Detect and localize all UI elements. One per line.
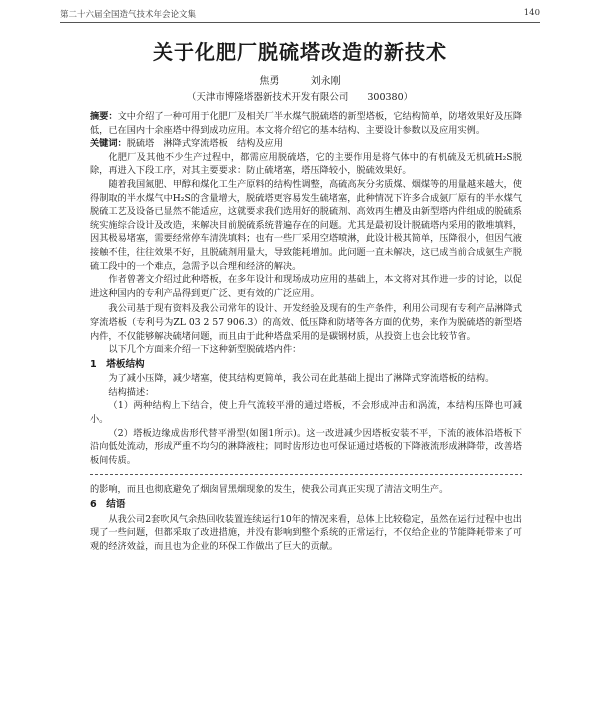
paper-title: 关于化肥厂脱硫塔改造的新技术 <box>153 40 447 64</box>
keywords <box>90 137 522 151</box>
author-line <box>0 72 600 87</box>
section-heading: 6 结语 <box>90 499 126 511</box>
page-cut-divider <box>90 469 522 479</box>
paragraph: 为了减小压降，减少堵塞，使其结构更简单，我公司在此基础上提出了淋降式穿流塔板的结构。 <box>108 373 495 385</box>
list-item: （1）两种结构上下结合，使上升气流较平滑的通过塔板，不会形成冲击和涡流，本结构压降也可减小。 <box>90 400 522 426</box>
header-journal: 第二十六届全国造气技术年会论文集 <box>60 10 197 20</box>
abstract-label: 摘要： <box>90 111 118 122</box>
author-name: 焦勇 <box>259 76 280 87</box>
paragraph: 随着我国氮肥、甲醇和煤化工生产原料的结构性调整，高硫高灰分劣质煤、烟煤等的用量越来越大，使得制取的半水煤气中H₂S的含量增大，脱硫塔更容易发生硫堵塞，此种情况下许多合成氨厂原有的半水煤气脱硫工艺及设备已显然不能适应，这就要求我们选用好的脱硫剂、高效再生槽及由新型塔内件组成的脱硫系统实施综合设计及改造，来解决目前脱硫系统普遍存在的问题。尤其是最初设计脱硫塔内采用的散堆填料，因其极易堵塞，需要经常停车清洗填料；也有一些厂采用空塔喷淋，此设计极其简单，压降很小，但因气液接触不佳，往往效果不好，且脱硫剂用量大，导致能耗增加。此问题一直未解决，这已成当前合成氨生产脱硫工段中的一个难点，急需予以合理和经济的解决。 <box>90 178 522 272</box>
author-name: 刘永刚 <box>310 76 341 87</box>
paragraph: 作者曾著文介绍过此种塔板，在多年设计和现场成功应用的基础上，本文将对其作进一步的讨论，以促进这种国内的专利产品得到更广泛、更有效的广泛应用。 <box>90 274 522 299</box>
affiliation: （天津市博隆塔器新技术开发有限公司 300380） <box>186 92 414 103</box>
section-heading: 1 塔板结构 <box>90 358 145 370</box>
paragraph: 从我公司2套吹风气余热回收装置连续运行10年的情况来看，总体上比较稳定，虽然在运行过程中也出现了一些问题，但都采取了改进措施，并没有影响到整个系统的正常运行，不仅给企业的节能降耗带来了可观的经济效益，而且也为企业的环保工作做出了巨大的贡献。 <box>90 513 522 552</box>
keywords-label: 关键词： <box>90 138 127 150</box>
paragraph: 的影响，而且也彻底避免了烟囱冒黑烟现象的发生，使我公司真正实现了清洁文明生产。 <box>90 484 449 496</box>
paper-body <box>90 110 522 553</box>
keywords-text: 脱硫塔 淋降式穿流塔板 结构及应用 <box>126 138 283 150</box>
running-header <box>60 8 540 23</box>
abstract-text: 文中介绍了一种可用于化肥厂及相关厂半水煤气脱硫塔的新型塔板，它结构简单，防堵效果好及压降低，已在国内十余座塔中得到成功应用。本文将介绍它的基本结构、主要设计参数以及应用实例。 <box>90 111 523 136</box>
abstract <box>90 110 522 137</box>
paragraph: 我公司基于现有资料及我公司常年的设计、开发经验及现有的生产条件，利用公司现有专利产品淋降式穿流塔板（专利号为ZL 03 2 57 906.3）的高效、低压降和防堵等各方面的优势，来作为脱硫塔的新型塔内件，不仅能够解决硫堵问题，而且由于此种塔盘采用的是碳钢材质，从投资上也会比较节省。 <box>90 303 522 342</box>
list-item: （2）塔板边缘成齿形代替平滑型(如图1所示)。这一改进减少因塔板安装不平，下流的液体沿塔板下沿向低处流动，形成严重不均匀的淋降液柱；同时齿形边也可保证通过塔板的下降液流形成淋降带，改善塔板间传质。 <box>90 427 522 466</box>
paragraph: 化肥厂及其他不少生产过程中，都需应用脱硫塔，它的主要作用是将气体中的有机硫及无机硫H₂S脱除，再进入下段工序，对其主要要求：防止硫堵塞，塔压降较小，脱硫效果好。 <box>90 151 522 177</box>
page-number: 140 <box>523 8 540 18</box>
paragraph: 以下几个方面来介绍一下这种新型脱硫塔内件： <box>108 344 302 356</box>
paragraph: 结构描述： <box>108 386 155 398</box>
